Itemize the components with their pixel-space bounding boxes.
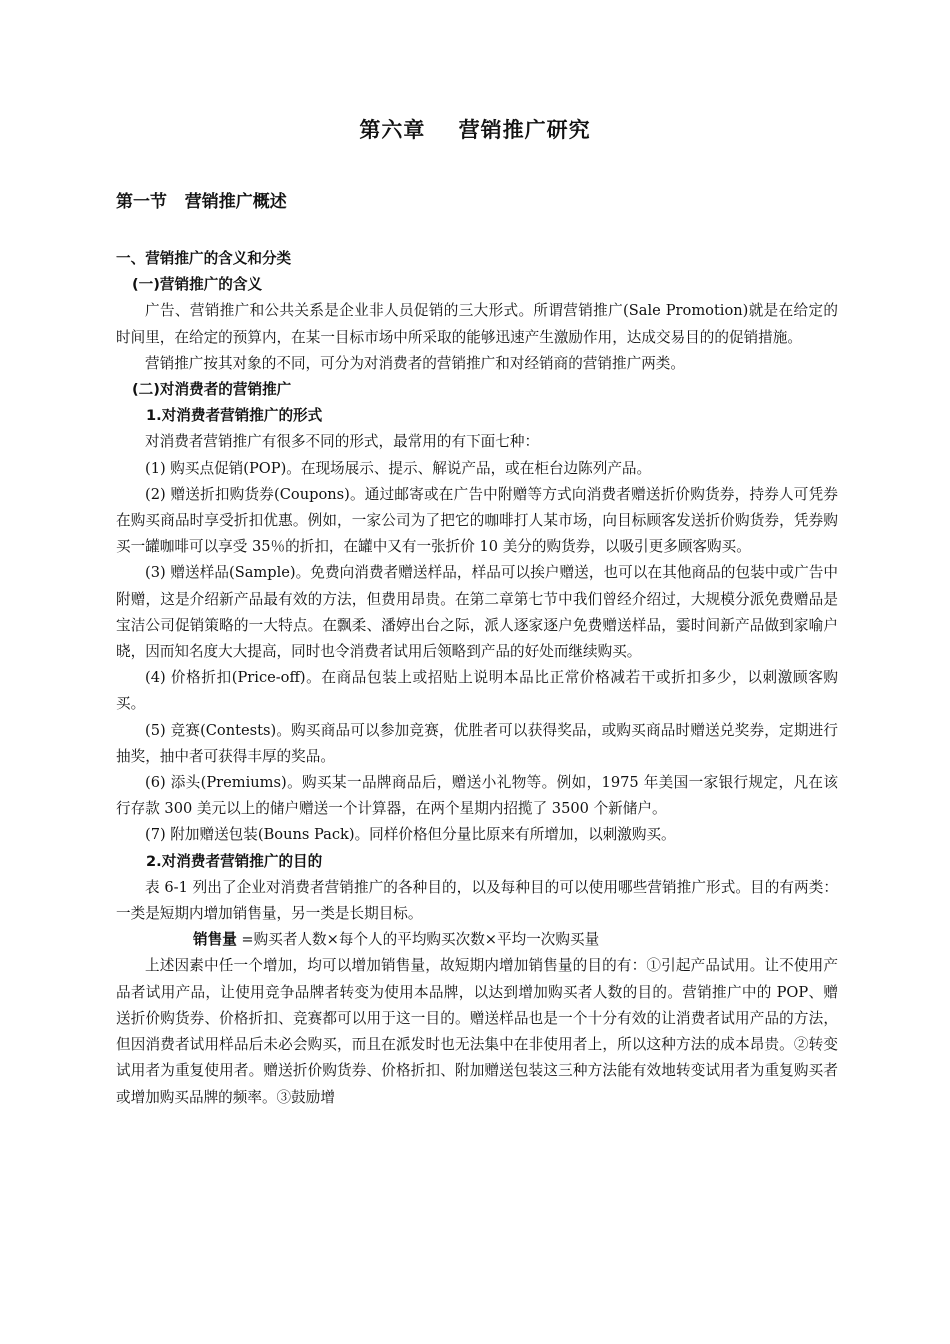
section-title: 第一节 营销推广概述 <box>116 192 287 212</box>
heading-purpose: 2.对消费者营销推广的目的 <box>146 852 323 870</box>
list-item-sample: (3) 赠送样品(Sample)。免费向消费者赠送样品，样品可以挨户赠送，也可以在其他商品的包装中或广告中附赠，这是介绍新产品最有效的方法，但费用昂贵。在第二章第七节中我们曾经介绍过，大规模分派免费赠品是宝洁公司促销策略的一大特点。在飘柔、潘婷出台之际，派人逐家逐户免费赠送样品，霎时间新产品做到家喻户晓，因而知名度大大提高，同时也令消费者试用后领略到产品的好处而继续购买。 <box>116 564 838 661</box>
formula-expression: =购买者人数×每个人的平均购买次数×平均一次购买量 <box>236 931 600 949</box>
list-item-bonus-pack: (7) 附加赠送包装(Bouns Pack)。同样价格但分量比原来有所增加，以刺激购买。 <box>145 826 676 844</box>
paragraph-factors: 上述因素中任一个增加，均可以增加销售量，故短期内增加销售量的目的有：①引起产品试用。让不使用产品者试用产品，让使用竞争品牌者转变为使用本品牌，以达到增加购买者人数的目的。营销推广中的 POP、赠送折价购货券、价格折扣、竞赛都可以用于这一目的。赠送样品也是一个十分有效的让消费者试用产品的方法，但因消费者试用样品后未必会购买，而且在派发时也无法集中在非使用者上，所以这种方法的成本昂贵。②转变试用者为重复使用者。赠送折价购货券、价格折扣、附加赠送包装这三种方法能有效地转变试用者为重复购买者或增加购买品牌的频率。③鼓励增 <box>116 957 838 1106</box>
heading-meaning: (一)营销推广的含义 <box>132 276 263 294</box>
list-item-premiums: (6) 添头(Premiums)。购买某一品牌商品后，赠送小礼物等。例如，1975 年美国一家银行规定，凡在该行存款 300 美元以上的储户赠送一个计算器，在两个星期内招揽了 3500 个新储户。 <box>116 774 838 818</box>
paragraph-classification: 营销推广按其对象的不同，可分为对消费者的营销推广和对经销商的营销推广两类。 <box>145 354 685 372</box>
paragraph-table-reference: 表 6-1 列出了企业对消费者营销推广的各种目的，以及每种目的可以使用哪些营销推广形式。目的有两类：一类是短期内增加销售量，另一类是长期目标。 <box>116 878 838 923</box>
list-item-coupons: (2) 赠送折扣购货券(Coupons)。通过邮寄或在广告中附赠等方式向消费者赠送折价购货券，持券人可凭券在购买商品时享受折扣优惠。例如，一家公司为了把它的咖啡打人某市场，向目标顾客发送折价购货券，凭券购买一罐咖啡可以享受 35％的折扣，在罐中又有一张折价 10 美分的购货券，以吸引更多顾客购买。 <box>116 485 838 556</box>
heading-consumer-promotion: (二)对消费者的营销推广 <box>132 381 292 399</box>
list-item-contests: (5) 竞赛(Contests)。购买商品可以参加竞赛，优胜者可以获得奖品，或购买商品时赠送兑奖券，定期进行抽奖，抽中者可获得丰厚的奖品。 <box>116 721 838 765</box>
chapter-title: 第六章 营销推广研究 <box>359 118 591 142</box>
sales-formula <box>116 927 838 953</box>
heading-forms: 1.对消费者营销推广的形式 <box>146 407 323 425</box>
heading-level-1: 一、营销推广的含义和分类 <box>116 250 292 267</box>
paragraph-forms-intro: 对消费者营销推广有很多不同的形式，最常用的有下面七种： <box>145 433 540 451</box>
list-item-pop: (1) 购买点促销(POP)。在现场展示、提示、解说产品，或在柜台边陈列产品。 <box>145 459 652 477</box>
paragraph-definition: 广告、营销推广和公共关系是企业非人员促销的三大形式。所谓营销推广(Sale Promotion)就是在给定的时间里，在给定的预算内，在某一目标市场中所采取的能够迅速产生激励作用，达成交易目的的促销措施。 <box>116 302 838 346</box>
list-item-price-off: (4) 价格折扣(Price-off)。在商品包装上或招贴上说明本品比正常价格减若干或折扣多少，以刺激顾客购买。 <box>116 669 838 713</box>
document-body <box>116 246 838 1111</box>
formula-term: 销售量 <box>193 931 237 949</box>
